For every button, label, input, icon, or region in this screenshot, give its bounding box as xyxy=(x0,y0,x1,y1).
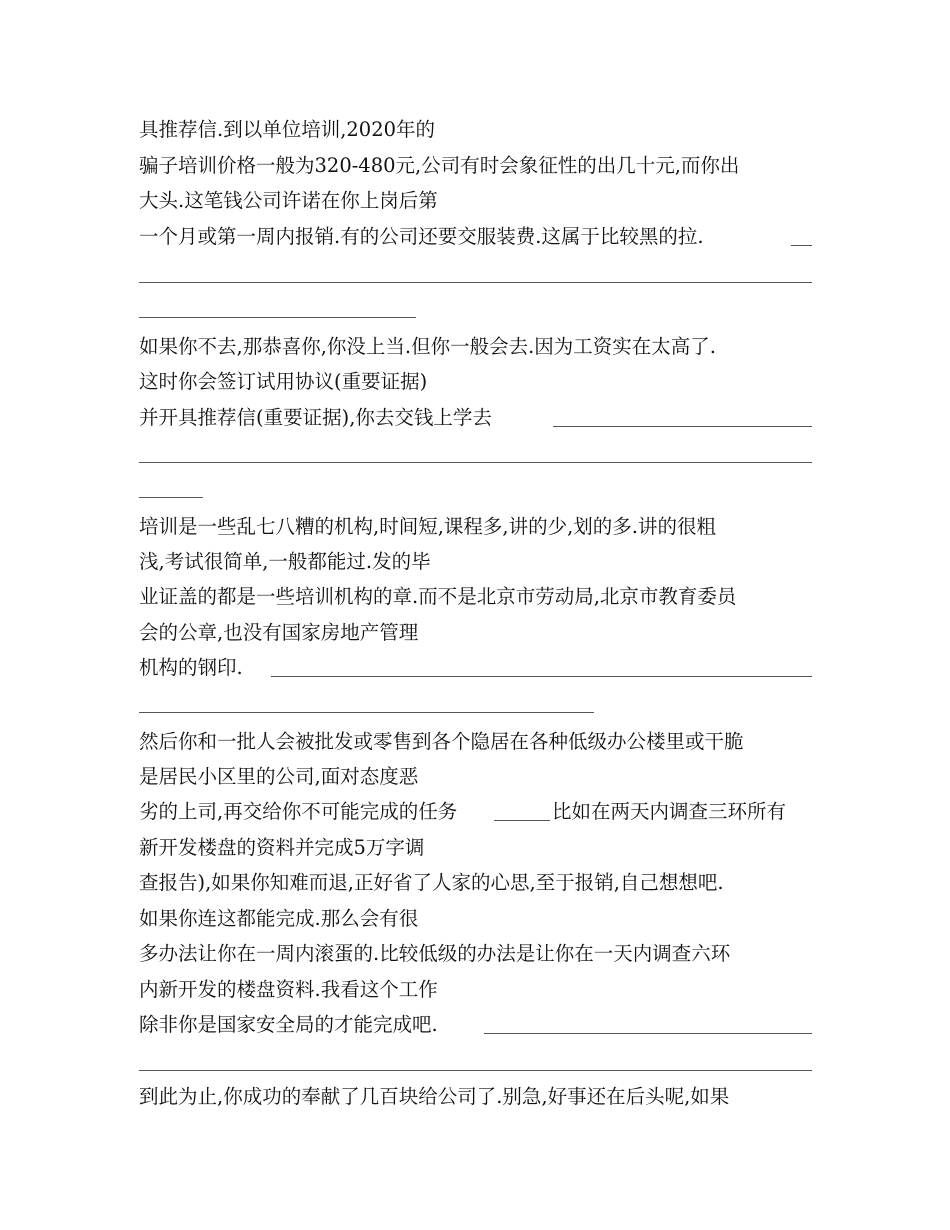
text-line: 这时你会签订试用协议(重要证据) xyxy=(139,370,428,393)
blank-rule xyxy=(139,1070,812,1071)
text-line: 到此为止,你成功的奉献了几百块给公司了.别急,好事还在后头呢,如果 xyxy=(139,1085,730,1108)
blank-rule xyxy=(139,712,594,713)
text-line: 浅,考试很简单,一般都能过.发的毕 xyxy=(139,550,431,573)
text-line: 查报告),如果你知难而退,正好省了人家的心思,至于报销,自己想想吧. xyxy=(139,871,724,894)
text-line: 机构的钢印. xyxy=(139,656,243,679)
text-line: 除非你是国家安全局的才能完成吧. xyxy=(139,1013,438,1036)
text-line: 具推荐信.到以单位培训,2020年的 xyxy=(139,118,436,141)
text-line: 大头.这笔钱公司许诺在你上岗后第 xyxy=(139,189,438,212)
text-line: 骗子培训价格一般为320-480元,公司有时会象征性的出几十元,而你出 xyxy=(139,154,740,177)
blank-rule xyxy=(494,820,550,821)
text-line: 并开具推荐信(重要证据),你去交钱上学去 xyxy=(139,406,492,429)
text-line: 如果你不去,那恭喜你,你没上当.但你一般会去.因为工资实在太高了. xyxy=(139,335,716,358)
text-line: 培训是一些乱七八糟的机构,时间短,课程多,讲的少,划的多.讲的很粗 xyxy=(139,515,716,538)
blank-rule xyxy=(553,426,812,427)
blank-rule xyxy=(139,497,203,498)
text-line: 一个月或第一周内报销.有的公司还要交服装费.这属于比较黑的拉. xyxy=(139,225,704,248)
text-line: 业证盖的都是一些培训机构的章.而不是北京市劳动局,北京市教育委员 xyxy=(139,585,737,608)
text-line: 劣的上司,再交给你不可能完成的任务 xyxy=(139,800,458,823)
text-line: 如果你连这都能完成.那么会有很 xyxy=(139,907,419,930)
blank-rule xyxy=(271,676,812,677)
blank-rule xyxy=(484,1033,812,1034)
text-line: 是居民小区里的公司,面对态度恶 xyxy=(139,765,419,788)
blank-rule xyxy=(139,282,812,283)
text-line: 新开发楼盘的资料并完成5万字调 xyxy=(139,836,425,859)
text-line: 然后你和一批人会被批发或零售到各个隐居在各种低级办公楼里或干脆 xyxy=(139,730,744,753)
blank-rule xyxy=(139,317,416,318)
text-line: 内新开发的楼盘资料.我看这个工作 xyxy=(139,978,438,1001)
text-line: 会的公章,也没有国家房地产管理 xyxy=(139,621,419,644)
text-line: 多办法让你在一周内滚蛋的.比较低级的办法是让你在一天内调查六环 xyxy=(139,942,731,965)
blank-rule xyxy=(139,462,812,463)
text-line: 比如在两天内调查三环所有 xyxy=(552,800,787,823)
blank-rule xyxy=(791,245,812,246)
